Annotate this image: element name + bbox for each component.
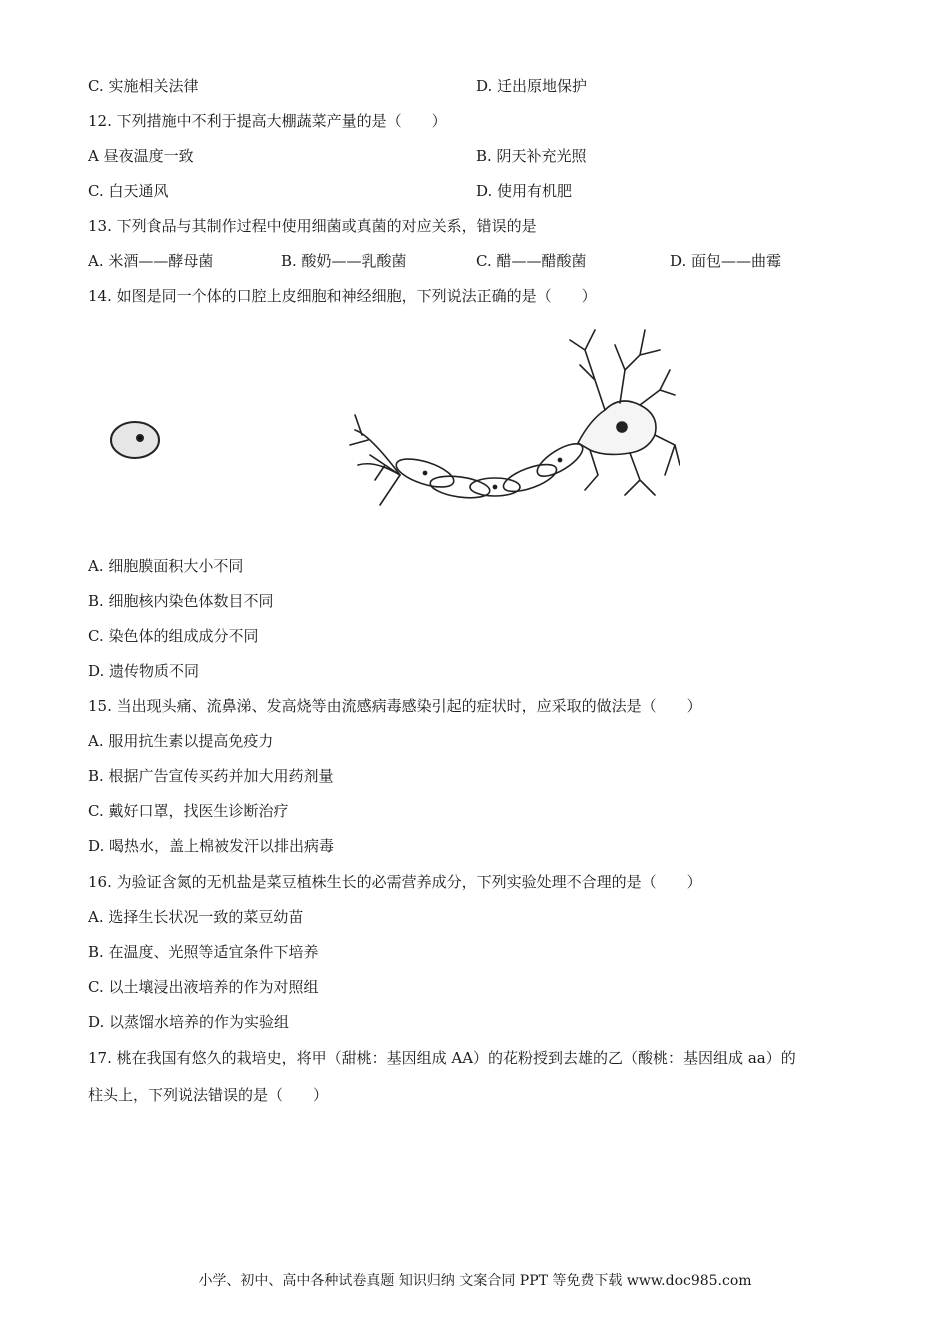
question-15: 15. 当出现头痛、流鼻涕、发高烧等由流感病毒感染引起的症状时，应采取的做法是（ ） xyxy=(88,697,702,715)
option-d: D. 迁出原地保护 xyxy=(476,77,588,95)
option-c: C. 以土壤浸出液培养的作为对照组 xyxy=(88,978,319,996)
question-12: 12. 下列措施中不利于提高大棚蔬菜产量的是（ ） xyxy=(88,112,447,130)
epithelial-cell xyxy=(111,422,159,458)
option-c: C. 戴好口罩，找医生诊断治疗 xyxy=(88,802,289,820)
cells-illustration xyxy=(100,315,680,515)
option-a: A. 细胞膜面积大小不同 xyxy=(88,557,244,575)
option-c: C. 实施相关法律 xyxy=(88,77,199,95)
option-d: D. 喝热水，盖上棉被发汗以排出病毒 xyxy=(88,837,335,855)
option-a: A. 米酒——酵母菌 xyxy=(88,252,214,270)
option-d: D. 面包——曲霉 xyxy=(670,252,782,270)
option-c: C. 染色体的组成成分不同 xyxy=(88,627,259,645)
option-b: B. 阴天补充光照 xyxy=(476,147,587,165)
cells-figure xyxy=(100,315,680,519)
option-d: D. 使用有机肥 xyxy=(476,182,573,200)
neuron xyxy=(350,330,680,505)
question-17: 17. 桃在我国有悠久的栽培史，将甲（甜桃：基因组成 AA）的花粉授到去雄的乙（酸桃：基因组成 aa）的 xyxy=(88,1049,796,1067)
option-b: B. 在温度、光照等适宜条件下培养 xyxy=(88,943,319,961)
option-a: A. 服用抗生素以提高免疫力 xyxy=(88,732,274,750)
option-a: A 昼夜温度一致 xyxy=(88,147,194,165)
question-14: 14. 如图是同一个体的口腔上皮细胞和神经细胞，下列说法正确的是（ ） xyxy=(88,287,597,305)
option-c: C. 醋——醋酸菌 xyxy=(476,252,587,270)
option-b: B. 细胞核内染色体数目不同 xyxy=(88,592,274,610)
option-b: B. 酸奶——乳酸菌 xyxy=(281,252,407,270)
page-footer: 小学、初中、高中各种试卷真题 知识归纳 文案合同 PPT 等免费下载 www.doc985.com xyxy=(198,1273,752,1289)
option-d: D. 以蒸馏水培养的作为实验组 xyxy=(88,1013,290,1031)
question-16: 16. 为验证含氮的无机盐是菜豆植株生长的必需营养成分，下列实验处理不合理的是（ ） xyxy=(88,873,702,891)
option-b: B. 根据广告宣传买药并加大用药剂量 xyxy=(88,767,334,785)
question-13: 13. 下列食品与其制作过程中使用细菌或真菌的对应关系，错误的是 xyxy=(88,217,537,235)
option-a: A. 选择生长状况一致的菜豆幼苗 xyxy=(88,908,304,926)
option-d: D. 遗传物质不同 xyxy=(88,662,200,680)
option-c: C. 白天通风 xyxy=(88,182,169,200)
question-17-continued: 柱头上，下列说法错误的是（ ） xyxy=(88,1086,329,1104)
